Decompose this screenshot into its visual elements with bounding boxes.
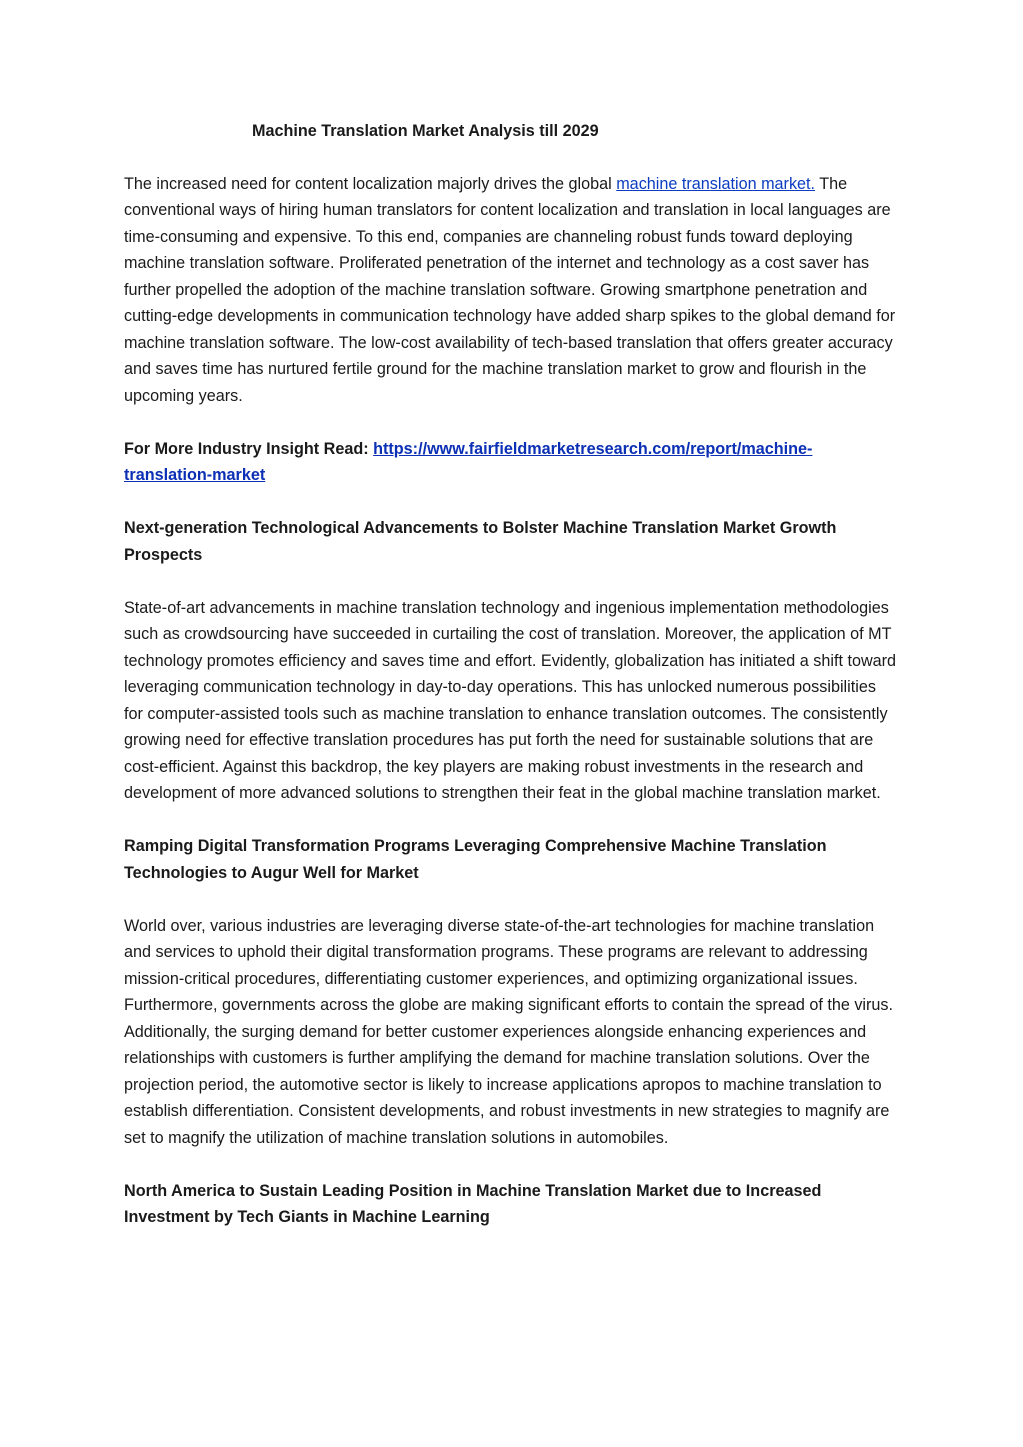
document-title: Machine Translation Market Analysis till 2029 xyxy=(252,122,599,140)
section-heading-technology: Next-generation Technological Advancements to Bolster Machine Translation Market Growth Prospects xyxy=(124,519,837,564)
insight-label: For More Industry Insight Read: xyxy=(124,439,374,458)
section-body-technology: State-of-art advancements in machine translation technology and ingenious implementation methodologies such as crowdsourcing have succeeded in curtailing the cost of translation. Moreover, the application of MT technology promotes efficiency and saves time and effort. Evidently, globalization has initiated a shift toward leveraging communication technology in day-to-day operations. This has unlocked numerous possibilities for computer-assisted tools such as machine translation to enhance translation outcomes. The consistently growing need for effective translation procedures has put forth the need for sustainable solutions that are cost-efficient. Against this backdrop, the key players are making robust investments in the research and development of more advanced solutions to strengthen their feat in the global machine translation market. xyxy=(124,598,897,802)
section-heading-digital-transformation: Ramping Digital Transformation Programs Leveraging Comprehensive Machine Translation Technologies to Augur Well for Market xyxy=(124,837,827,882)
insight-line xyxy=(124,436,899,489)
intro-text-start: The increased need for content localization majorly drives the global xyxy=(124,174,617,193)
intro-paragraph xyxy=(124,171,899,410)
section-body-digital-transformation: World over, various industries are leveraging diverse state-of-the-art technologies for machine translation and services to uphold their digital transformation programs. These programs are relevant to addressing mission-critical procedures, differentiating customer experiences, and optimizing organizational issues. Furthermore, governments across the globe are making significant efforts to contain the spread of the virus. Additionally, the surging demand for better customer experiences alongside enhancing experiences and relationships with customers is further amplifying the demand for machine translation solutions. Over the projection period, the automotive sector is likely to increase applications apropos to machine translation to establish differentiation. Consistent developments, and robust investments in new strategies to magnify are set to magnify the utilization of machine translation solutions in automobiles. xyxy=(124,916,894,1147)
document-page xyxy=(124,118,899,1257)
market-link[interactable]: machine translation market. xyxy=(616,174,816,193)
insight-url-link[interactable]: https://www.fairfieldmarketresearch.com/report/machine-translation-market xyxy=(124,439,813,484)
section-heading-north-america: North America to Sustain Leading Position in Machine Translation Market due to Increased Investment by Tech Giants in Machine Learning xyxy=(124,1181,822,1226)
intro-text-rest: The conventional ways of hiring human translators for content localization and translation in local languages are time-consuming and expensive. To this end, companies are channeling robust funds toward deploying machine translation software. Proliferated penetration of the internet and technology as a cost saver has further propelled the adoption of the machine translation software. Growing smartphone penetration and cutting-edge developments in communication technology have added sharp spikes to the global demand for machine translation software. The low-cost availability of tech-based translation that offers greater accuracy and saves time has nurtured fertile ground for the machine translation market to grow and flourish in the upcoming years. xyxy=(124,174,896,405)
